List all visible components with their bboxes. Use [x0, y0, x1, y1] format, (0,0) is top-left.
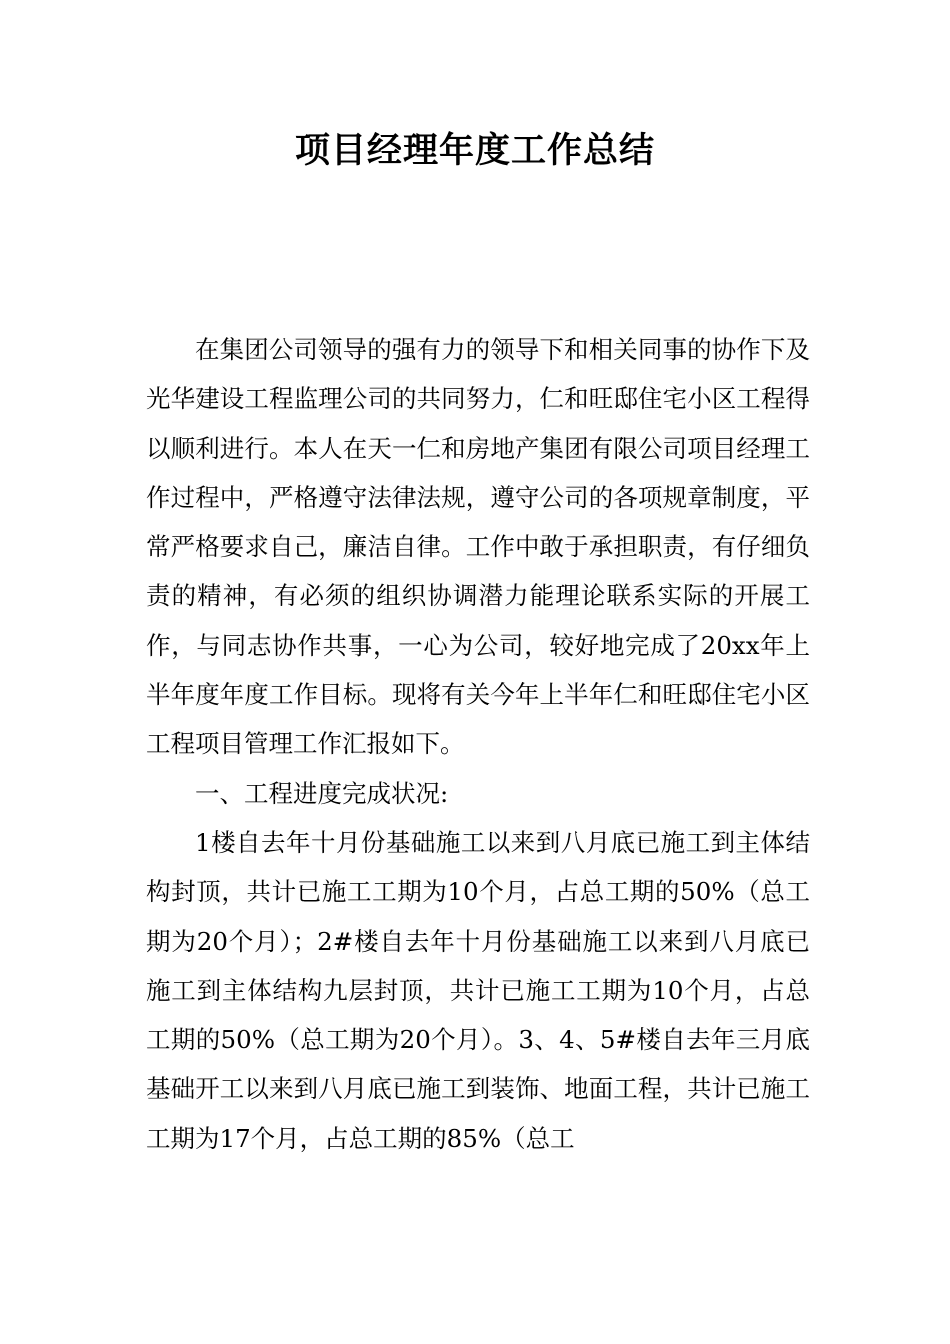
- document-body: [146, 325, 810, 1163]
- paragraph-intro: 在集团公司领导的强有力的领导下和相关同事的协作下及光华建设工程监理公司的共同努力，仁和旺邸住宅小区工程得以顺利进行。本人在天一仁和房地产集团有限公司项目经理工作过程中，严格遵守法律法规，遵守公司的各项规章制度，平常严格要求自己，廉洁自律。工作中敢于承担职责，有仔细负责的精神，有必须的组织协调潜力能理论联系实际的开展工作，与同志协作共事，一心为公司，较好地完成了20xx年上半年度年度工作目标。现将有关今年上半年仁和旺邸住宅小区工程项目管理工作汇报如下。: [146, 335, 810, 759]
- paragraph-progress: 1楼自去年十月份基础施工以来到八月底已施工到主体结构封顶，共计已施工工期为10个月，占总工期的50%（总工期为20个月）；2#楼自去年十月份基础施工以来到八月底已施工到主体结构九层封顶，共计已施工工期为10个月，占总工期的50%（总工期为20个月）。3、4、5#楼自去年三月底基础开工以来到八月底已施工到装饰、地面工程，共计已施工工期为17个月，占总工期的85%（总工: [146, 827, 810, 1153]
- document-title: 项目经理年度工作总结: [294, 131, 655, 171]
- section-heading-progress: 一、工程进度完成状况:: [195, 778, 449, 808]
